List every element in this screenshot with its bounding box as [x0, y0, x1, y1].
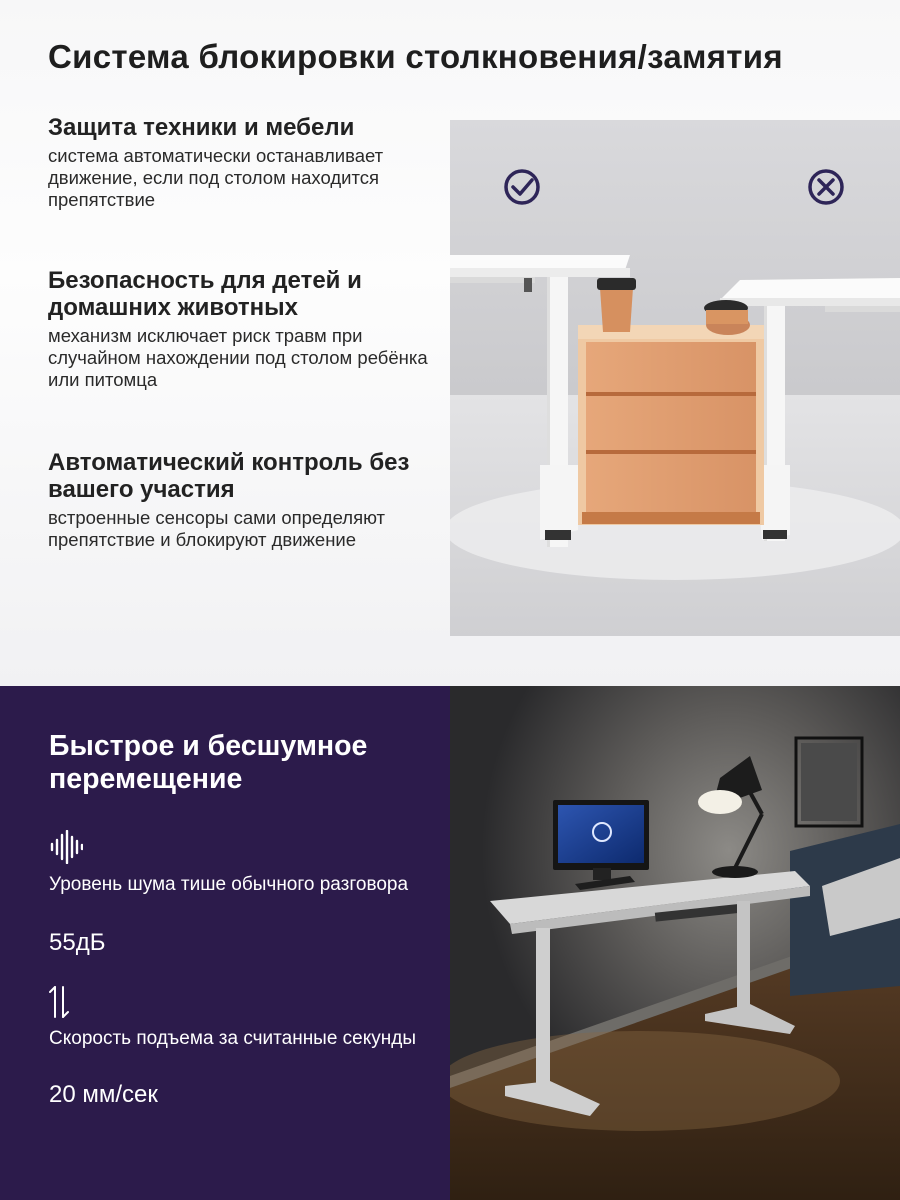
lift-speed-description: Скорость подъема за считанные секунды — [49, 1028, 417, 1049]
up-down-arrows-icon — [49, 984, 69, 1020]
desk-obstacle-photo — [450, 120, 900, 636]
feature-description: встроенные сенсоры сами определяют препятствие и блокируют движение — [48, 507, 386, 550]
feature-title: Защита техники и мебели — [48, 114, 355, 141]
feature-title: Безопасность для детей и домашних животных — [48, 267, 362, 321]
feature-description: механизм исключает риск травм при случайном нахождении под столом ребёнка или питомца — [48, 325, 428, 390]
sound-wave-icon — [49, 830, 83, 864]
night-desk-photo — [450, 686, 900, 1200]
noise-value: 55дБ — [49, 929, 106, 956]
feature-auto-control — [48, 449, 438, 551]
feature-child-safety — [48, 267, 438, 391]
speed-section — [0, 686, 450, 1200]
noise-description: Уровень шума тише обычного разговора — [49, 874, 409, 895]
feature-description: система автоматически останавливает движение, если под столом находится препятствие — [48, 145, 384, 210]
lift-speed-value: 20 мм/сек — [49, 1081, 158, 1108]
section-title: Быстрое и бесшумное перемещение — [49, 730, 368, 795]
feature-title: Автоматический контроль без вашего участия — [48, 449, 410, 503]
page-title: Система блокировки столкновения/замятия — [48, 38, 783, 75]
feature-equipment-protection — [48, 114, 438, 211]
